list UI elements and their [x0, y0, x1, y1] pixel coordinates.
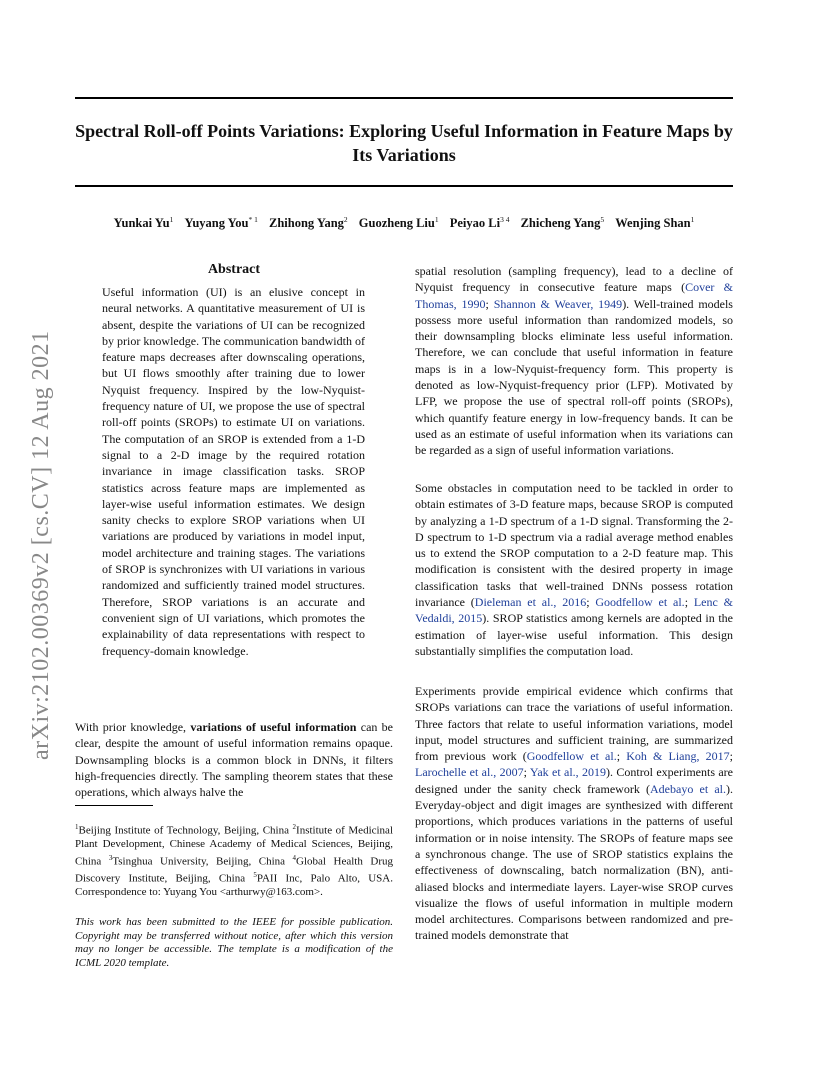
author: Zhicheng Yang$^5$: [520, 215, 605, 231]
citation-link[interactable]: Larochelle et al., 2007: [415, 765, 524, 780]
footnote-rule: [75, 805, 153, 806]
citation-link[interactable]: Koh & Liang, 2017: [626, 749, 730, 764]
affiliations-footnote: $^1$Beijing Institute of Technology, Beijing, China $^2$Institute of Medicinal Plant Development, Chinese Academy of Medical Sciences, Beijing, China $^3$Tsinghua University, Beijing, China $^4$Global Health Drug Discovery Institute, Beijing, China $^5$PAII Inc, Palo Alto, USA. Correspondence to: Yuyang You <arthurwy@163.com>.: [75, 823, 393, 898]
abstract-heading: Abstract: [207, 262, 261, 277]
author: Wenjing Shan$^1$: [615, 215, 695, 231]
author: Peiyao $Li^{3 4}$: [449, 215, 510, 231]
citation-link[interactable]: Cover & Thomas, 1990: [415, 280, 733, 311]
author: Yuyang You$^{* 1}$: [184, 215, 258, 231]
author: Zhihong Yang$^2$: [269, 215, 348, 231]
arxiv-identifier: arXiv:2102.00369v2 [cs.CV] 12 Aug 2021: [28, 330, 54, 760]
abstract-text: Useful information (UI) is an elusive concept in neural networks. A quantitative measurement of UI is absent, despite the variations of UI can be recognized by prior knowledge. The communication bandwidth of feature maps decreases after downscaling operations, but UI flows smoothly after training due to lower Nyquist frequency. Inspired by the low-Nyquist-frequency nature of UI, we propose the use of spectral roll-off points (SROPs) to estimate UI on variations. The computation of an SROP is extended from a 1-D signal to a 2-D image by the required rotation invariance in image classification tasks. SROP statistics across feature maps are implemented as layer-wise useful information estimates. We design sanity checks to explore SROP variations when UI variations are produced by variations in model input, model architecture and training stages. The variations of SROP is synchronizes with UI variations in various randomized and sufficiently trained model structures. Therefore, SROP variations is an accurate and convenient sign of UI variations, which promotes the explainability of data representations with respect to frequency-domain knowledge.: [102, 285, 365, 658]
citation-link[interactable]: Lenc & Vedaldi, 2015: [415, 595, 733, 626]
body-paragraph-3: Experiments provide empirical evidence which confirms that SROPs variations can trace the variations of useful information. Three factors that relate to useful information variations, model input, model structures and sufficient training, are summarized from previous work (Goodfellow et al.; Koh & Liang, 2017; Larochelle et al., 2007; Yak et al., 2019). Control experiments are designed under the sanity check framework (Adebayo et al.). Everyday-object and digit images are synthesized with different proportions, which produces variations in the patterns of useful information or in noise intensity. The SROPs of feature maps see a synchronous change. The use of SROP statistics explains the effectiveness of downscaling, batch normalization (BN), anti-aliased blocks and intermediate layers. Layer-wise SROP curves visualize the flows of useful information in multiple modern model architectures. Comparisons between randomized and pre-trained models demonstrate that: [415, 684, 733, 943]
citation-link[interactable]: Goodfellow et al.: [595, 595, 685, 610]
citation-link[interactable]: Shannon & Weaver, 1949: [493, 296, 623, 311]
citation-link[interactable]: Goodfellow et al.: [526, 749, 617, 764]
author: Guozheng Liu$^1$: [358, 215, 439, 231]
citation-link[interactable]: Dieleman et al., 2016: [474, 595, 587, 610]
title-bottom-rule: [75, 185, 733, 187]
citation-link[interactable]: Yak et al., 2019: [529, 765, 607, 780]
ieee-notice: This work has been submitted to the IEEE for possible publication. Copyright may be transferred without notice, after which this version may no longer be accessible. The template is a modification of the ICML 2020 template.: [75, 916, 393, 969]
citation-link[interactable]: Adebayo et al.: [650, 781, 726, 796]
author: Yunkai Yu$^1$: [113, 215, 174, 231]
body-paragraph-2: Some obstacles in computation need to be tackled in order to obtain estimates of 3-D feature maps, because SROP is computed by analyzing a 1-D spectrum of a 1-D signal. Transforming the 2-D spectrum to 1-D spectrum via a radial average method enables us to extend the SROP computation to a 2-D feature map. This modification is consistent with the desired property in image classification tasks that well-trained DNNs possess rotation invariance (Dieleman et al., 2016; Goodfellow et al.; Lenc & Vedaldi, 2015). SROP statistics among kernels are adopted in the estimation of layer-wise useful information. This design substantially simplifies the computation load.: [415, 481, 734, 658]
body-paragraph-1: spatial resolution (sampling frequency), lead to a decline of Nyquist frequency in consecutive feature maps (Cover & Thomas, 1990; Shannon & Weaver, 1949). Well-trained models possess more useful information than randomized models, so their downsampling blocks eliminate less useful information. Therefore, we can conclude that useful information in feature maps is in a low-Nyquist-frequency form. This property is denoted as low-Nyquist-frequency prior (LFP). Motivated by LFP, we propose the use of spectral roll-off points (SROPs), which quantify feature energy in low-frequency bands. It can be used as an estimate of useful information when its variations can be regarded as a sign of useful information variations.: [415, 264, 733, 458]
title-top-rule: [75, 97, 733, 99]
intro-emphasis: variations of useful information: [190, 720, 357, 734]
intro-paragraph: With prior knowledge, variations of useful information can be clear, despite the amount of useful information remains opaque. Downsampling blocks is a common block in DNNs, it filters high-frequencies directly. The sampling theorem states that these operations, which always halve the: [75, 720, 393, 800]
paper-title: Spectral Roll-off Points Variations: Exploring Useful Information in Feature Maps by Its Variations: [75, 121, 733, 165]
author-list: [75, 215, 733, 231]
